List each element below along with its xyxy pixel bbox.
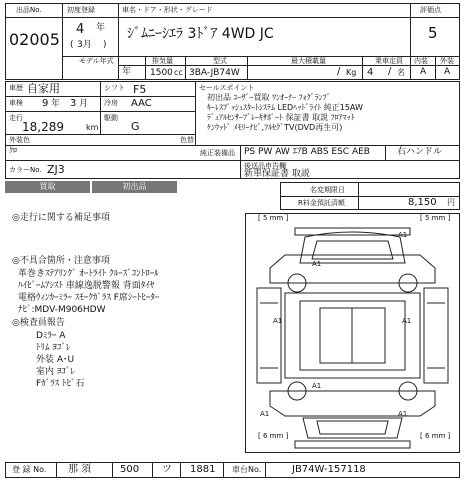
recycle-note: 新車保証書 取説 <box>244 169 310 179</box>
mileage: 18,289 <box>22 120 64 134</box>
damage-mark: A1 <box>312 260 322 268</box>
inspection-year: 9 <box>42 98 49 109</box>
displacement-unit: cc <box>174 68 183 77</box>
score: 5 <box>428 24 438 42</box>
model-code-label: 型式 <box>213 57 227 65</box>
color-no: ZJ3 <box>47 163 65 176</box>
first-registration-month: 3月 <box>77 40 92 50</box>
usage: 自家用 <box>27 82 60 95</box>
inspector-title: ◎検査員報告 <box>12 318 65 328</box>
registration-label: 登 録 No. <box>12 465 47 474</box>
recycle-note-label: 後送品申告欄 <box>244 162 286 170</box>
inspection-month-unit: 月 <box>79 99 89 109</box>
equipment-label: 純正装備品 <box>200 149 235 157</box>
name-change-deadline-label: 名変期限日 <box>310 186 345 194</box>
model-year-unit: 年 <box>122 67 132 77</box>
selling-points-label: セールスポイント <box>199 84 255 92</box>
ac: AAC <box>131 98 152 109</box>
inspector-item: Dﾐﾗｰ A <box>36 331 66 341</box>
defects-title: ◎不具合箇所・注意事項 <box>12 256 110 266</box>
first-registration-label: 初度登録 <box>67 6 95 14</box>
tire-depth-rear-left: [ 6 mm ] <box>258 432 289 440</box>
score-label: 評価点 <box>420 6 441 14</box>
inspection-month: 3 <box>70 98 77 109</box>
defects-list <box>18 268 233 316</box>
interior-grade: A <box>420 67 427 77</box>
ac-label: 冷房 <box>104 99 118 107</box>
model-code: 3BA-JB74W <box>189 68 240 78</box>
supplemental-title: ◎走行に関する補足事項 <box>12 213 110 223</box>
purchase-bar: 買取 <box>5 181 90 193</box>
drive-label: 駆動 <box>104 114 118 122</box>
interior-label: 内装 <box>414 57 428 65</box>
tire-depth-front-left: [ 5 mm ] <box>258 214 289 222</box>
inspection-label: 車検 <box>9 99 23 107</box>
first-registration-year: 4 <box>76 22 85 37</box>
capacity-unit: 名 <box>397 68 405 77</box>
capacity: 4 <box>367 67 374 78</box>
selling-point: ｷｰﾚｽﾌﾟｯｼｭｽﾀｰﾄｼｽﾃﾑ LEDﾍｯﾄﾞﾗｲﾄ 純正15AW <box>207 103 363 112</box>
model-year-label: モデル年式 <box>79 57 114 65</box>
selling-point: ﾃﾞｭｱﾙｾﾝｻｰﾌﾞﾚｰｷｻﾎﾟｰﾄ 保証書 取説 ﾌﾛｱﾏｯﾄ <box>207 113 355 122</box>
color-no-label: カラーNo. <box>9 166 42 174</box>
selling-points-list <box>207 93 457 133</box>
damage-mark: A1 <box>398 410 408 418</box>
inspection-year-unit: 年 <box>51 99 61 109</box>
mileage-label: 走行 <box>9 114 23 122</box>
capacity-slash: / <box>388 66 392 77</box>
recycle-fee-unit: 円 <box>447 198 455 207</box>
defect-item: ﾅﾋﾞ:MDV-M906HDW <box>18 305 106 315</box>
inspector-item: ﾄﾘﾑ ﾖｺﾞﾚ <box>36 343 71 353</box>
damage-mark: A1 <box>402 317 412 325</box>
car-diagram <box>245 213 460 453</box>
defect-item: ﾊｲﾋﾞｰﾑｱｼｽﾄ 車線逸脱警報 背面ﾀｲﾔ <box>18 281 155 291</box>
tire-depth-rear-right: [ 6 mm ] <box>420 432 451 440</box>
exterior-color-label: 外装色 <box>9 136 30 144</box>
exterior-grade: A <box>444 67 451 77</box>
inspector-item: Fｶﾞﾗｽ ﾄﾋﾞ石 <box>36 379 85 389</box>
defect-item: 革巻きｽﾃｱﾘﾝｸﾞ ｵｰﾄﾗｲﾄ ｸﾙｰｽﾞｺﾝﾄﾛｰﾙ <box>18 269 159 279</box>
shift: F5 <box>133 83 147 96</box>
chassis-number: JB74W-157118 <box>292 464 366 475</box>
paren-close: ) <box>103 40 107 50</box>
displacement-label: 排気量 <box>152 57 173 65</box>
first-registration-year-unit: 年 <box>96 23 106 33</box>
recycle-fee-label: R料金預託済額 <box>298 199 345 207</box>
damage-mark: A1 <box>260 410 270 418</box>
first-listing-bar: 初出品 <box>92 181 177 193</box>
usage-label: 車歴 <box>9 84 23 92</box>
max-load-label: 最大積載量 <box>291 57 326 65</box>
inspector-item: 室内 ﾖｺﾞﾚ <box>36 367 75 377</box>
recycle-fee: 8,150 <box>408 197 437 208</box>
chassis-label: 車台No. <box>232 465 262 474</box>
steering: 右ハンドル <box>397 147 443 157</box>
model-name: ｼﾞﾑﾆｰｼｴﾗ 3ﾄﾞｱ 4WD JC <box>127 26 274 42</box>
mileage-unit: km <box>86 123 99 132</box>
registration-kana: ツ <box>162 464 172 475</box>
registration-serial: 1881 <box>190 464 216 475</box>
exterior-label: 外装 <box>440 57 454 65</box>
registration-class: 500 <box>120 464 140 475</box>
paren-open: ( <box>70 40 74 50</box>
damage-mark: A1 <box>398 231 408 239</box>
shift-label: シフト <box>104 84 125 92</box>
defect-item: 電格ｳｨﾝｶｰﾐﾗｰ ｽﾓｰｸｶﾞﾗｽ F席ｼｰﾄﾋｰﾀｰ <box>18 293 160 303</box>
displacement: 1500 <box>150 68 173 78</box>
lot-number: 02005 <box>9 30 60 49</box>
max-load-unit: Kg <box>346 68 357 77</box>
drive: G <box>131 120 140 133</box>
capacity-label: 乗車定員 <box>375 57 403 65</box>
load-slash: / <box>337 66 341 77</box>
inspector-list <box>36 330 216 390</box>
damage-mark: A1 <box>273 317 283 325</box>
model-name-label: 車名・ドア・形状・グレード <box>122 6 213 14</box>
tire-depth-front-right: [ 5 mm ] <box>420 214 451 222</box>
lot-number-label: 出品No. <box>16 6 42 14</box>
registration-region: 那 須 <box>68 464 92 475</box>
equipment: PS PW AW ｴｱB ABS ESC AEB <box>244 147 370 157</box>
color-replacement-label: 色替 <box>180 136 194 144</box>
selling-point: ｹﾝｳｯﾄﾞ ﾒﾓﾘｰﾅﾋﾞ,ﾌﾙｾｸﾞTV(DVD再生可) <box>207 123 343 132</box>
exterior-color: ｸﾛ <box>9 146 17 155</box>
damage-mark: A1 <box>312 382 322 390</box>
inspector-item: 外装 A･U <box>36 355 75 365</box>
selling-point: 初出品 ﾕｰｻﾞｰ買取 ﾜﾝｵｰﾅｰ ﾌｫｸﾞﾗﾝﾌﾟ <box>207 93 331 102</box>
